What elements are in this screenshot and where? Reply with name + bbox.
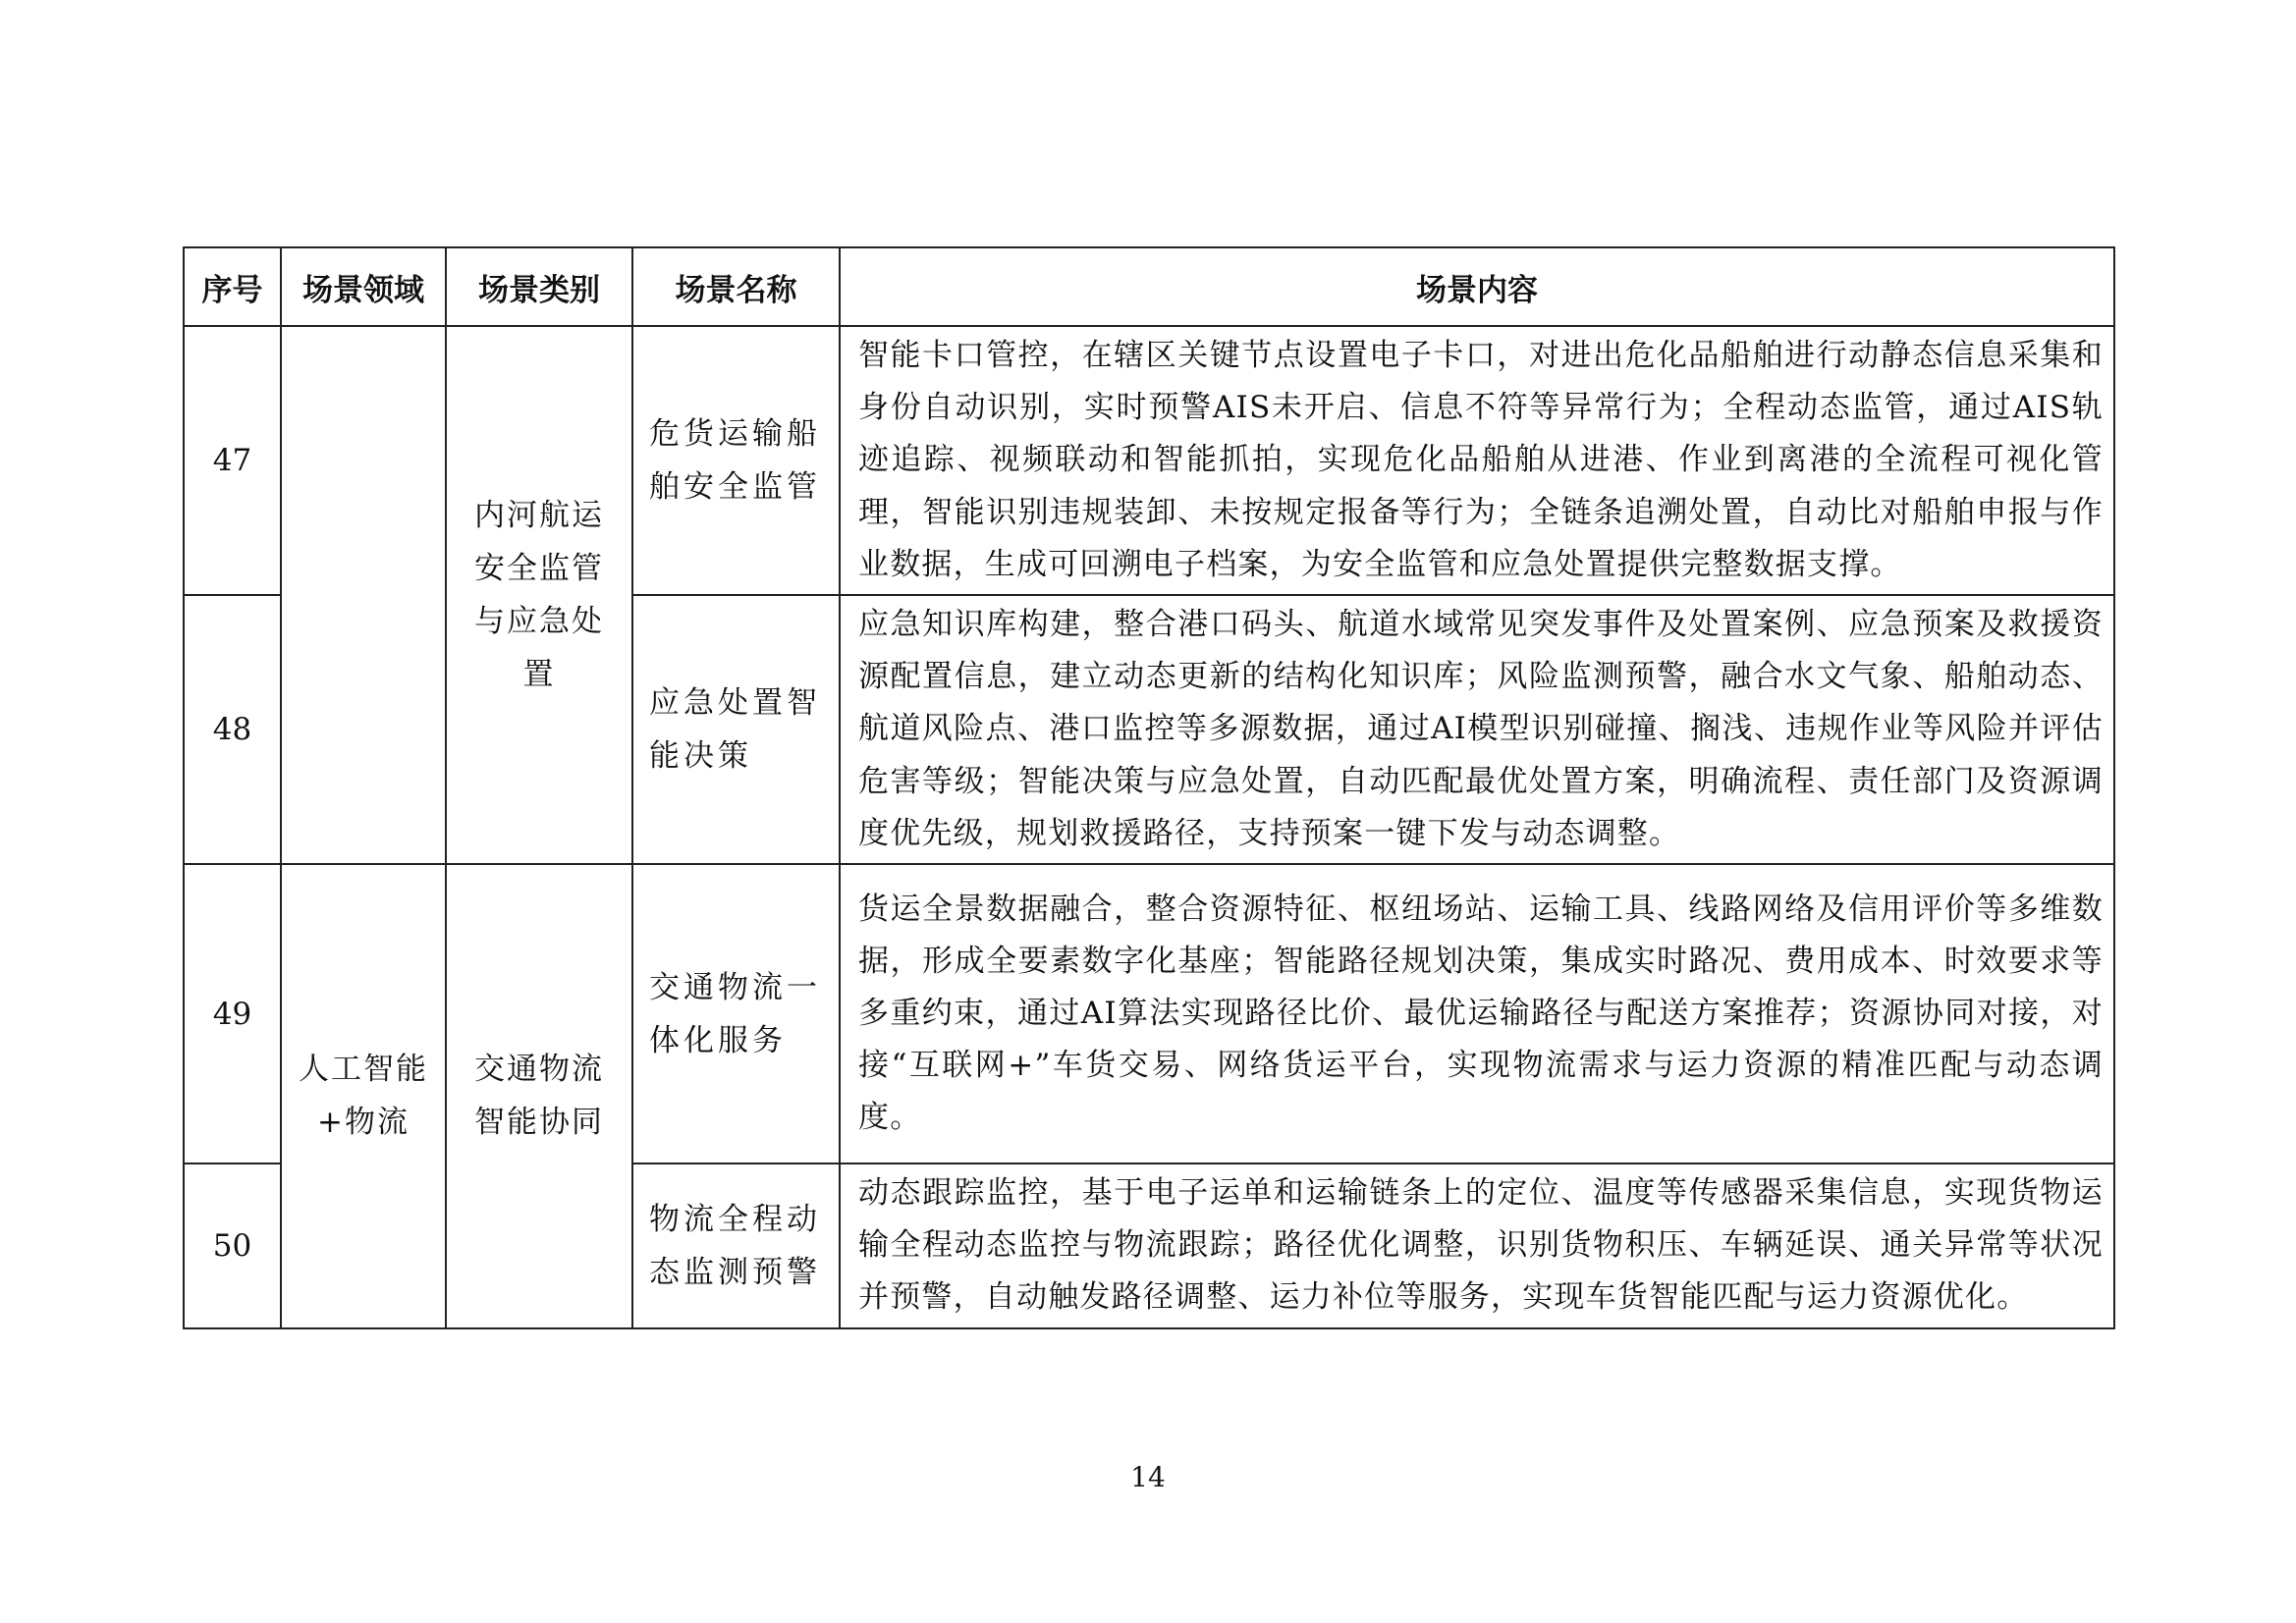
- table-row: [184, 326, 2114, 595]
- scene-content: 货运全景数据融合，整合资源特征、枢纽场站、运输工具、线路网络及信用评价等多维数据，形成全要素数字化基座；智能路径规划决策，集成实时路况、费用成本、时效要求等多重约束，通过AI算法实现路径比价、最优运输路径与配送方案推荐；资源协同对接，对接“互联网+”车货交易、网络货运平台，实现物流需求与运力资源的精准匹配与动态调度。: [858, 891, 2104, 1136]
- header-content: 场景内容: [840, 247, 2114, 326]
- scene-name: 危货运输船舶安全监管: [649, 416, 821, 505]
- page-number: 14: [1130, 1461, 1166, 1493]
- header-name: 场景名称: [632, 247, 840, 326]
- scene-name-cell: [632, 1163, 840, 1328]
- scene-name-cell: [632, 595, 840, 864]
- row-number: 49: [184, 864, 281, 1163]
- scene-content: 智能卡口管控，在辖区关键节点设置电子卡口，对进出危化品船舶进行动静态信息采集和身份自动识别，实时预警AIS未开启、信息不符等异常行为；全程动态监管，通过AIS轨迹追踪、视频联动和智能抓拍，实现危化品船舶从进港、作业到离港的全流程可视化管理，智能识别违规装卸、未按规定报备等行为；全链条追溯处置，自动比对船舶申报与作业数据，生成可回溯电子档案，为安全监管和应急处置提供完整数据支撑。: [858, 338, 2104, 582]
- scene-content-cell: [840, 326, 2114, 595]
- scene-name-cell: [632, 864, 840, 1163]
- scene-table: [183, 246, 2115, 1329]
- scene-name-cell: [632, 326, 840, 595]
- header-category: 场景类别: [446, 247, 632, 326]
- row-number: 50: [184, 1163, 281, 1328]
- header-num: 序号: [184, 247, 281, 326]
- table-header-row: [184, 247, 2114, 326]
- scene-name: 交通物流一体化服务: [649, 969, 821, 1058]
- scene-content-cell: [840, 1163, 2114, 1328]
- row-number: 47: [184, 326, 281, 595]
- domain-cell-empty: [281, 326, 446, 864]
- row-number: 48: [184, 595, 281, 864]
- scene-content: 动态跟踪监控，基于电子运单和运输链条上的定位、温度等传感器采集信息，实现货物运输全程动态监控与物流跟踪；路径优化调整，识别货物积压、车辆延误、通关异常等状况并预警，自动触发路径调整、运力补位等服务，实现车货智能匹配与运力资源优化。: [858, 1175, 2104, 1316]
- table-row: [184, 864, 2114, 1163]
- scene-content: 应急知识库构建，整合港口码头、航道水域常见突发事件及处置案例、应急预案及救援资源配置信息，建立动态更新的结构化知识库；风险监测预警，融合水文气象、船舶动态、航道风险点、港口监控等多源数据，通过AI模型识别碰撞、搁浅、违规作业等风险并评估危害等级；智能决策与应急处置，自动匹配最优处置方案，明确流程、责任部门及资源调度优先级，规划救援路径，支持预案一键下发与动态调整。: [858, 607, 2104, 851]
- scene-content-cell: [840, 595, 2114, 864]
- category-label: 内河航运安全监管与应急处置: [474, 498, 604, 693]
- scene-name: 物流全程动态监测预警: [649, 1201, 821, 1290]
- domain-label: 人工智能+物流: [299, 1052, 428, 1141]
- category-cell: [446, 326, 632, 864]
- category-label: 交通物流智能协同: [474, 1052, 604, 1141]
- category-cell: [446, 864, 632, 1328]
- scene-content-cell: [840, 864, 2114, 1163]
- domain-cell: [281, 864, 446, 1328]
- header-domain: 场景领域: [281, 247, 446, 326]
- scene-name: 应急处置智能决策: [649, 685, 821, 775]
